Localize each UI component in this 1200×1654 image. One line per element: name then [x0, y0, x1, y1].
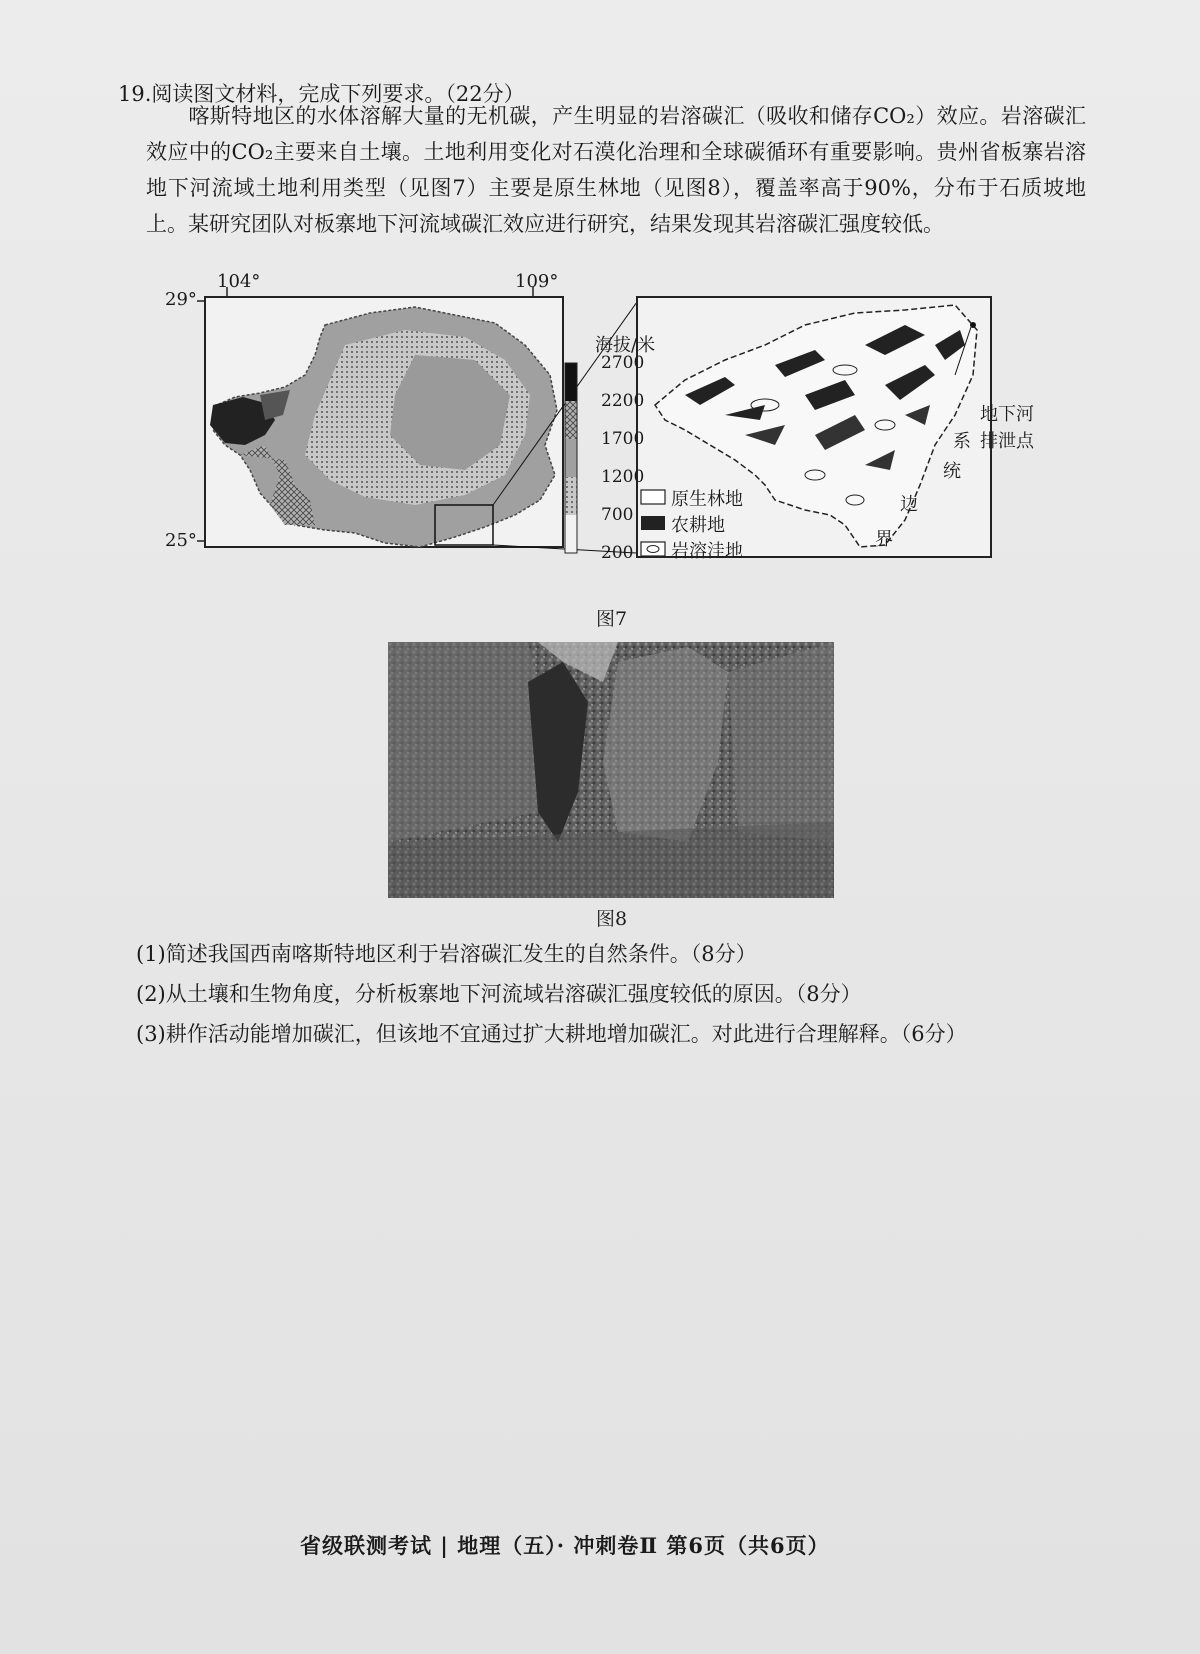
elevation-tick: 1700 — [601, 429, 645, 449]
elevation-tick: 1200 — [601, 467, 645, 487]
longitude-label: 104° — [217, 271, 261, 292]
latitude-label: 25° — [165, 530, 197, 551]
elevation-tick: 2700 — [601, 353, 645, 373]
figure-7 — [165, 271, 1055, 595]
figure-8-photo — [388, 642, 834, 898]
subquestion-list — [136, 934, 967, 1054]
boundary-label: 边 — [900, 494, 918, 515]
question-paragraph: 喀斯特地区的水体溶解大量的无机碳，产生明显的岩溶碳汇（吸收和储存CO₂）效应。岩溶碳汇效应中的CO₂主要来自土壤。土地利用变化对石漠化治理和全球碳循环有重要影响。贵州省板寨岩溶地下河流域土地利用类型（见图7）主要是原生林地（见图8），覆盖率高于90%，分布于石质坡地上。某研究团队对板寨地下河流域碳汇效应进行研究，结果发现其岩溶碳汇强度较低。 — [146, 104, 1086, 236]
elevation-tick: 200 — [601, 543, 634, 563]
elevation-tick: 700 — [601, 505, 634, 525]
latitude-label: 29° — [165, 289, 197, 310]
boundary-label: 系 — [953, 431, 971, 452]
karst-gorge-photo — [388, 642, 834, 898]
boundary-label: 界 — [875, 529, 893, 550]
elevation-legend-title: 海拔/米 — [595, 335, 656, 356]
elevation-tick: 2200 — [601, 391, 645, 411]
page-footer: 省级联测考试 | 地理（五）· 冲刺卷Ⅱ 第6页（共6页） — [300, 1533, 830, 1558]
question-title: 19.阅读图文材料，完成下列要求。（22分） — [118, 82, 525, 106]
subquestion: (2)从土壤和生物角度，分析板寨地下河流域岩溶碳汇强度较低的原因。（8分） — [136, 982, 862, 1006]
figure-7-caption: 图7 — [596, 608, 628, 630]
legend-karst-depression: 岩溶洼地 — [671, 541, 743, 562]
figure-8-caption: 图8 — [596, 908, 628, 930]
legend-farmland: 农耕地 — [671, 515, 725, 536]
subquestion: (1)简述我国西南喀斯特地区利于岩溶碳汇发生的自然条件。（8分） — [136, 942, 757, 966]
legend-primary-forest: 原生林地 — [671, 489, 743, 510]
longitude-label: 109° — [515, 271, 559, 292]
subquestion: (3)耕作活动能增加碳汇，但该地不宜通过扩大耕地增加碳汇。对此进行合理解释。（6分） — [136, 1022, 967, 1046]
boundary-label: 统 — [943, 461, 961, 482]
outlet-label: 地下河 — [980, 404, 1034, 425]
outlet-label: 排泄点 — [980, 431, 1034, 452]
